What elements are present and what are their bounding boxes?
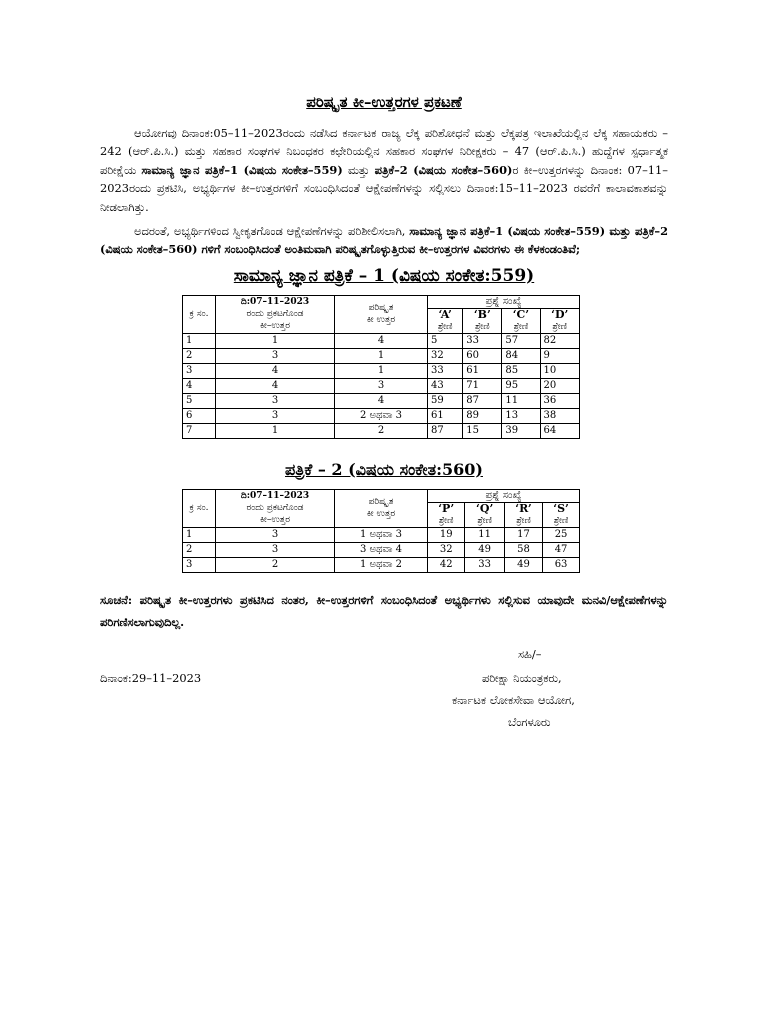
table1-title: ಸಾಮಾನ್ಯ ಜ್ಞಾನ ಪತ್ರಿಕೆ – 1 (ವಿಷಯ ಸಂಕೇತ:559) <box>233 265 535 286</box>
question-number-header: ಪ್ರಶ್ನೆ ಸಂಖ್ಯೆ <box>428 295 580 308</box>
office-name: ಕರ್ನಾಟಕ ಲೋಕಸೇವಾ ಆಯೋಗ, <box>452 692 575 707</box>
intro-text-5: ರ ಕೀ–ಉತ್ತರಗಳನ್ನು ದಿನಾಂಕ: 07–11–2023ರಂದು ಪ್ರಕಟಿಸಿ, ಅಭ್ಯರ್ಥಿಗಳ ಕೀ–ಉತ್ತರಗಳಿಗೆ ಸಂಬಂಧಿಸಿದಂತೆ ಆಕ್ಷೇಪಣೆಗಳನ್ನು ಸಲ್ಲಿಸಲು ದಿನಾಂಕ:15–11–2023 ರವರೆಗೆ ಕಾಲಾವಕಾಶವನ್ನು ನೀಡಲಾಗಿತ್ತು. <box>100 162 668 214</box>
table-row: 6 3 2 ಅಥವಾ 3 61 89 13 38 <box>183 408 580 423</box>
series-q-header: ‘Q’ ಶ್ರೇಣಿ <box>465 502 505 527</box>
revision-paragraph <box>100 222 668 259</box>
intro-paragraph <box>100 124 668 216</box>
intro-text-3: ಮತ್ತು <box>342 162 375 177</box>
series-p-header: ‘P’ ಶ್ರೇಣಿ <box>428 502 465 527</box>
table-row: 5 3 4 59 87 11 36 <box>183 393 580 408</box>
office-place: ಬೆಂಗಳೂರು <box>508 714 551 729</box>
question-number-header: ಪ್ರಶ್ನೆ ಸಂಖ್ಯೆ <box>428 489 580 502</box>
series-b-header: ‘B’ ಶ್ರೇಣಿ <box>463 308 502 333</box>
revised-key-header: ಪರಿಷ್ಕೃತ ಕೀ ಉತ್ತರ <box>335 295 428 333</box>
key-table-paper2 <box>182 489 580 573</box>
intro-text-4: ಪತ್ರಿಕೆ–2 (ವಿಷಯ ಸಂಕೇತ–560) <box>374 162 513 177</box>
intro-text-1: ಆಯೋಗವು ದಿನಾಂಕ:05–11–2023ರಂದು ನಡೆಸಿದ ಕರ್ನಾಟಕ ರಾಜ್ಯ ಲೆಕ್ಕ ಪರಿಶೋಧನೆ ಮತ್ತು ಲೆಕ್ಕಪತ್ರ ಇಲಾಖೆಯಲ್ಲಿನ ಲೆಕ್ಕ ಸಹಾಯಕರು – 242 (ಆರ್.ಪಿ.ಸಿ.) ಮತ್ತು ಸಹಕಾರ ಸಂಘಗಳ ನಿಬಂಧಕರ ಕಛೇರಿಯಲ್ಲಿನ ಸಹಕಾರ ಸಂಘಗಳ ನಿರೀಕ್ಷಕರು – 47 (ಆರ್.ಪಿ.ಸಿ.) ಹುದ್ದೆಗಳ ಸ್ಪರ್ಧಾತ್ಮಕ ಪರೀಕ್ಷೆಯ <box>100 126 668 177</box>
issue-date: ದಿನಾಂಕ:29–11–2023 <box>100 670 202 685</box>
table-row: 3 2 1 ಅಥವಾ 2 42 33 49 63 <box>183 557 580 572</box>
table-row: 2 3 1 32 60 84 9 <box>183 348 580 363</box>
series-s-header: ‘S’ ಶ್ರೇಣಿ <box>543 502 580 527</box>
table-row: 3 4 1 33 61 85 10 <box>183 363 580 378</box>
series-c-header: ‘C’ ಶ್ರೇಣಿ <box>502 308 540 333</box>
table-row: 2 3 3 ಅಥವಾ 4 32 49 58 47 <box>183 542 580 557</box>
series-r-header: ‘R’ ಶ್ರೇಣಿ <box>504 502 542 527</box>
table-row: 1 1 4 5 33 57 82 <box>183 333 580 348</box>
signature-block <box>100 647 668 737</box>
table-row: 1 3 1 ಅಥವಾ 3 19 11 17 25 <box>183 527 580 542</box>
published-key-header: ದಿ:07–11–2023 ರಂದು ಪ್ರಕಟಗೊಂಡ ಕೀ–ಉತ್ತರ <box>216 295 335 333</box>
key-table-paper1 <box>182 295 580 439</box>
sl-header: ಕ್ರ ಸಂ. <box>183 295 216 333</box>
revision-text-2: ಸಾಮಾನ್ಯ ಜ್ಞಾನ ಪತ್ರಿಕೆ–1 (ವಿಷಯ ಸಂಕೇತ–559) ಮತ್ತು ಪತ್ರಿಕೆ–2 (ವಿಷಯ ಸಂಕೇತ–560) ಗಳಿಗೆ ಸಂಬಂಧಿಸಿದಂತೆ ಅಂತಿಮವಾಗಿ ಪರಿಷ್ಕೃತಗೊಳ್ಳುತ್ತಿರುವ ಕೀ–ಉತ್ತರಗಳ ವಿವರಗಳು ಈ ಕೆಳಕಂಡಂತಿವೆ; <box>100 224 669 257</box>
table-row: 4 4 3 43 71 95 20 <box>183 378 580 393</box>
sl-header: ಕ್ರ ಸಂ. <box>183 489 216 527</box>
notice-page <box>100 92 668 737</box>
signed-mark: ಸಹಿ/– <box>518 646 542 661</box>
designation: ಪರೀಕ್ಷಾ ನಿಯಂತ್ರಕರು, <box>482 670 562 685</box>
published-key-header: ದಿ:07–11–2023 ರಂದು ಪ್ರಕಟಗೊಂಡ ಕೀ–ಉತ್ತರ <box>216 489 335 527</box>
page-title: ಪರಿಷ್ಕೃತ ಕೀ–ಉತ್ತರಗಳ ಪ್ರಕಟಣೆ <box>306 93 462 111</box>
revision-text-1: ಅದರಂತೆ, ಅಭ್ಯರ್ಥಿಗಳಿಂದ ಸ್ವೀಕೃತಗೊಂಡ ಆಕ್ಷೇಪಣೆಗಳನ್ನು ಪರಿಶೀಲಿಸಲಾಗಿ, <box>134 224 410 239</box>
intro-text-2: ಸಾಮಾನ್ಯ ಜ್ಞಾನ ಪತ್ರಿಕೆ–1 (ವಿಷಯ ಸಂಕೇತ–559) <box>141 162 343 177</box>
note-paragraph: ಸೂಚನೆ: ಪರಿಷ್ಕೃತ ಕೀ–ಉತ್ತರಗಳು ಪ್ರಕಟಿಸಿದ ನಂತರ, ಕೀ–ಉತ್ತರಗಳಿಗೆ ಸಂಬಂಧಿಸಿದಂತೆ ಅಭ್ಯರ್ಥಿಗಳು ಸಲ್ಲಿಸುವ ಯಾವುದೇ ಮನವಿ/ಆಕ್ಷೇಪಣೆಗಳನ್ನು ಪರಿಗಣಿಸಲಾಗುವುದಿಲ್ಲ. <box>100 592 668 629</box>
series-a-header: ‘A’ ಶ್ರೇಣಿ <box>428 308 463 333</box>
series-d-header: ‘D’ ಶ್ರೇಣಿ <box>540 308 580 333</box>
table2-title: ಪತ್ರಿಕೆ – 2 (ವಿಷಯ ಸಂಕೇತ:560) <box>285 459 483 479</box>
revised-key-header: ಪರಿಷ್ಕೃತ ಕೀ ಉತ್ತರ <box>335 489 428 527</box>
table-row: 7 1 2 87 15 39 64 <box>183 423 580 438</box>
